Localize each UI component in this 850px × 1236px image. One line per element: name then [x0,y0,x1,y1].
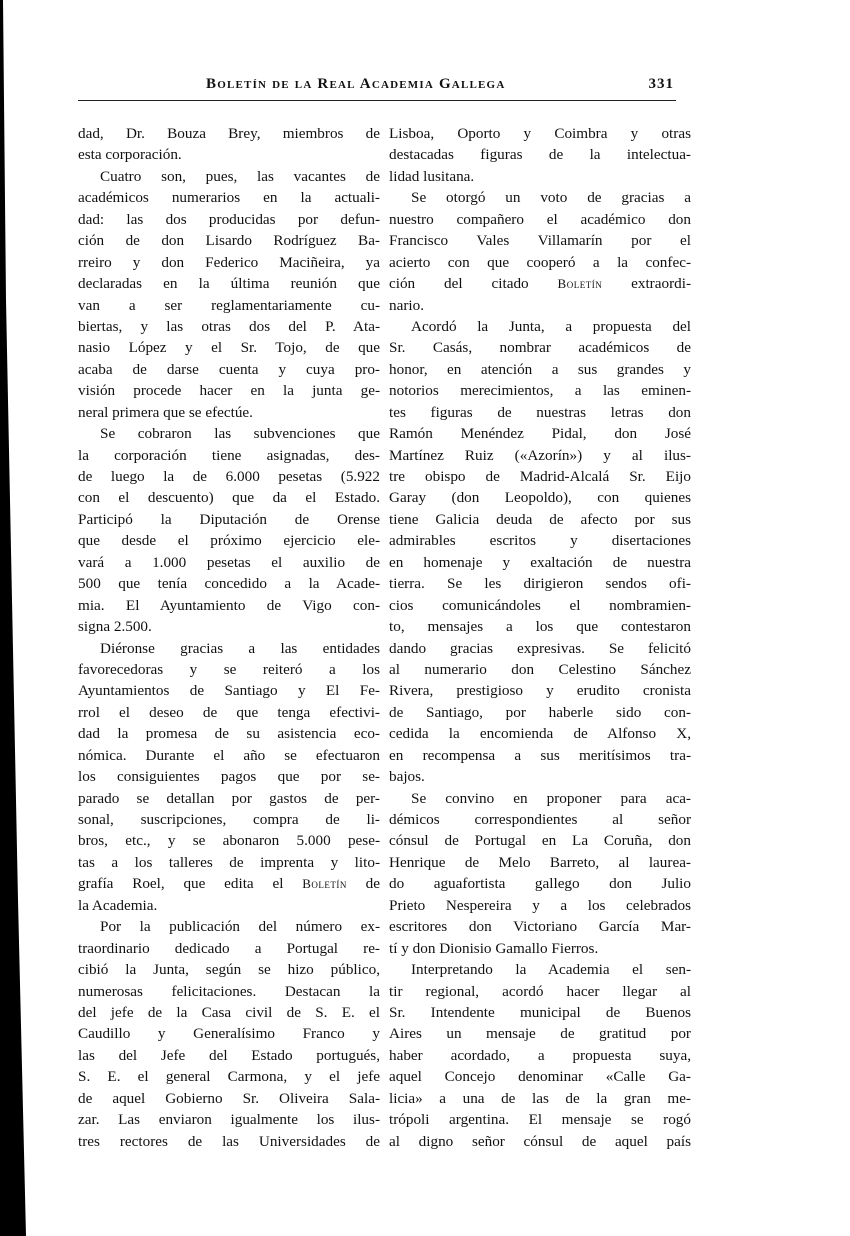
text-line: ción del citado Boletín extraordi- [389,275,691,293]
text-line: grafía Roel, que edita el Boletín de [78,875,380,893]
text-line: Lisboa, Oporto y Coimbra y otras [389,125,691,142]
text-line: de Santiago, por haberle sido con- [389,703,691,721]
text-line: démicos correspondientes al señor [389,811,691,828]
text-line: haber acordado, a propuesta suya, [389,1046,691,1064]
text-line: la corporación tiene asignadas, des- [78,446,380,464]
text-line: tre obispo de Madrid-Alcalá Sr. Eijo [389,468,691,485]
text-line: tes figuras de nuestras letras don [389,403,691,421]
text-line: del jefe de la Casa civil de S. E. el [78,1003,380,1021]
small-caps-title: Boletín [557,276,603,292]
text-line: S. E. el general Carmona, y el jefe [78,1068,380,1086]
text-line: cedida la encomienda de Alfonso X, [389,725,691,743]
text-line: acaba de darse cuenta y cuya pro- [78,360,380,378]
text-line: parado se detallan por gastos de per- [78,789,380,807]
text-line: al numerario don Celestino Sánchez [389,660,691,678]
text-line: dad: las dos producidas por defun- [78,210,380,228]
text-line: Participó la Diputación de Orense [78,510,380,528]
text-line: Garay (don Leopoldo), con quienes [389,489,691,507]
text-line: favorecedoras y se reiteró a los [78,660,380,678]
text-line: cónsul de Portugal en La Coruña, don [389,832,691,850]
text-line: Martínez Ruiz («Azorín») y al ilus- [389,446,691,464]
text-line: Caudillo y Generalísimo Franco y [78,1025,380,1043]
page-number: 331 [648,76,674,92]
text-line: en recompensa a sus meritísimos tra- [389,746,691,764]
text-line: licia» a una de las de la gran me- [389,1089,691,1107]
text-line: Se otorgó un voto de gracias a [411,189,691,207]
text-line: cibió la Junta, según se hizo público, [78,961,380,979]
text-line: Diéronse gracias a las entidades [100,639,380,657]
text-line: dando gracias expresivas. Se felicitó [389,639,691,657]
text-line: cios comunicándoles el nombramien- [389,596,691,614]
text-line: Prieto Nespereira y a los celebrados [389,896,691,914]
text-line: nuestro compañero el académico don [389,210,691,228]
text-line: vará a 1.000 pesetas el auxilio de [78,553,380,571]
text-line: Francisco Vales Villamarín por el [389,232,691,250]
text-line: tierra. Se les dirigieron sendos ofi- [389,575,691,593]
text-line: Acordó la Junta, a propuesta del [411,317,691,335]
text-line: sonal, suscripciones, compra de li- [78,811,380,828]
text-line: Henrique de Melo Barreto, al laurea- [389,853,691,871]
text-line: lidad lusitana. [389,167,475,185]
text-line: Ramón Menéndez Pidal, don José [389,425,691,443]
text-line: rrol el deseo de que tenga efectivi- [78,703,380,721]
text-line: nario. [389,296,425,314]
text-line: biertas, y las otras dos del P. Ata- [78,317,380,335]
text-line: nómica. Durante el año se efectuaron [78,746,380,764]
text-line: dad la promesa de su asistencia eco- [78,725,380,743]
text-line: al digno señor cónsul de aquel país [389,1132,691,1150]
text-line: académicos numerarios en la actuali- [78,189,380,207]
text-line: Cuatro son, pues, las vacantes de [100,167,380,185]
text-line: que desde el próximo ejercicio ele- [78,532,380,550]
text-line: rreiro y don Federico Maciñeira, ya [78,253,380,271]
text-line: bros, etc., y se abonaron 5.000 pese- [78,832,380,850]
text-line: zar. Las enviaron igualmente los ilus- [78,1111,380,1129]
text-line: escritores don Victoriano García Mar- [389,918,691,936]
running-title: Boletín de la Real Academia Gallega [206,76,506,92]
text-line: destacadas figuras de la intelectua- [389,146,691,164]
text-line: Sr. Intendente municipal de Buenos [389,1003,691,1021]
text-line: con el descuento) que da el Estado. [78,489,380,507]
text-line: Se convino en proponer para aca- [411,789,691,807]
text-line: en homenaje y exaltación de nuestra [389,553,691,571]
text-line: de aquel Gobierno Sr. Oliveira Sala- [78,1089,380,1107]
text-line: de luego la de 6.000 pesetas (5.922 [78,468,380,485]
text-line: dad, Dr. Bouza Brey, miembros de [78,125,380,142]
text-line: 500 que tenía concedido a la Acade- [78,575,380,593]
text-line: do aguafortista gallego don Julio [389,875,691,893]
text-line: esta corporación. [78,146,182,164]
text-line: los consiguientes pagos que por se- [78,768,380,786]
text-line: acierto con que cooperó a la confec- [389,253,691,271]
text-line: la Academia. [78,896,158,914]
text-line: aquel Concejo denominar «Calle Ga- [389,1068,691,1086]
text-line: trópoli argentina. El mensaje se rogó [389,1111,691,1129]
text-line: to, mensajes a los que contestaron [389,618,691,636]
text-line: tiene Galicia deuda de afecto por sus [389,510,691,528]
text-line: declaradas en la última reunión que [78,275,380,293]
text-line: Sr. Casás, nombrar académicos de [389,339,691,357]
left-column [78,123,380,1152]
small-caps-title: Boletín [302,876,347,892]
text-line: admirables escritos y disertaciones [389,532,691,550]
text-line: tí y don Dionisio Gamallo Fierros. [389,939,599,957]
text-line: traordinario dedicado a Portugal re- [78,939,380,957]
text-line: van a ser reglamentariamente cu- [78,296,380,314]
text-line: ción de don Lisardo Rodríguez Ba- [78,232,380,250]
text-line: Aires un mensaje de gratitud por [389,1025,691,1043]
text-line: las del Jefe del Estado portugués, [78,1046,380,1064]
right-column [389,123,691,1152]
text-line: Por la publicación del número ex- [100,918,380,936]
text-line: nasio López y el Sr. Tojo, de que [78,339,380,357]
text-line: numerosas felicitaciones. Destacan la [78,982,380,1000]
text-line: notorios merecimientos, a las eminen- [389,382,691,400]
text-line: neral primera que se efectúe. [78,403,253,421]
page-binding-shadow [0,0,30,1236]
text-line: signa 2.500. [78,618,152,636]
text-line: honor, en atención a sus grandes y [389,360,691,378]
text-line: Rivera, prestigioso y erudito cronista [389,682,691,700]
text-line: Ayuntamientos de Santiago y El Fe- [78,682,380,700]
text-line: tir regional, acordó hacer llegar al [389,982,691,1000]
text-line: Se cobraron las subvenciones que [100,425,380,443]
text-line: tres rectores de las Universidades de [78,1132,380,1150]
text-line: Interpretando la Academia el sen- [411,961,691,979]
text-line: mia. El Ayuntamiento de Vigo con- [78,596,380,614]
text-line: tas a los talleres de imprenta y lito- [78,853,380,871]
running-header [78,76,676,101]
text-line: bajos. [389,768,425,786]
text-line: visión procede hacer en la junta ge- [78,382,380,400]
